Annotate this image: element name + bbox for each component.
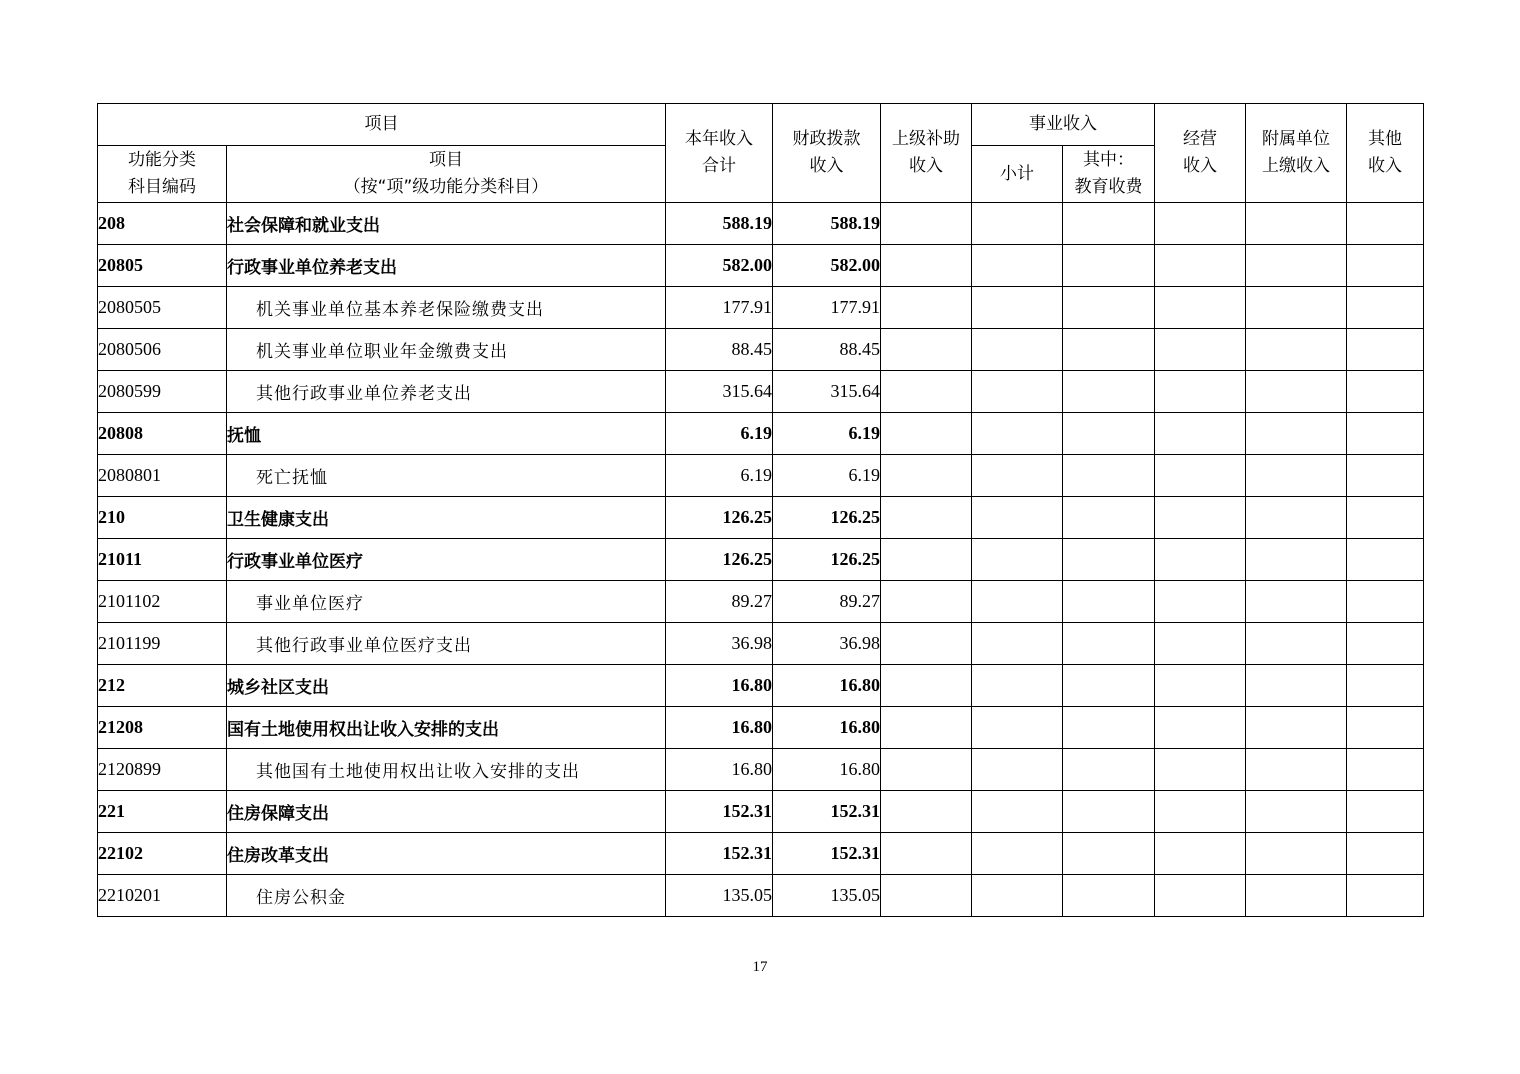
superior-subsidy-cell — [881, 581, 972, 623]
operating-income-cell — [1155, 581, 1246, 623]
fiscal-appropriation-cell: 88.45 — [773, 329, 881, 371]
header-superior-subsidy: 上级补助 收入 — [881, 104, 972, 203]
table-row — [98, 245, 1424, 287]
table-row — [98, 539, 1424, 581]
business-subtotal-cell — [972, 791, 1063, 833]
business-subtotal-cell — [972, 287, 1063, 329]
affiliated-income-cell — [1246, 875, 1347, 917]
business-subtotal-cell — [972, 203, 1063, 245]
total-income-cell: 177.91 — [666, 287, 773, 329]
fiscal-appropriation-cell: 135.05 — [773, 875, 881, 917]
other-income-cell — [1347, 707, 1424, 749]
item-name-cell: 其他国有土地使用权出让收入安排的支出 — [227, 749, 666, 791]
operating-income-cell — [1155, 875, 1246, 917]
superior-subsidy-cell — [881, 455, 972, 497]
superior-subsidy-cell — [881, 875, 972, 917]
header-total-income: 本年收入 合计 — [666, 104, 773, 203]
fiscal-appropriation-cell: 89.27 — [773, 581, 881, 623]
education-fee-cell — [1063, 665, 1155, 707]
education-fee-cell — [1063, 539, 1155, 581]
other-income-cell — [1347, 665, 1424, 707]
table-row — [98, 749, 1424, 791]
item-name-cell: 事业单位医疗 — [227, 581, 666, 623]
fiscal-appropriation-cell: 588.19 — [773, 203, 881, 245]
education-fee-cell — [1063, 623, 1155, 665]
fiscal-appropriation-cell: 152.31 — [773, 833, 881, 875]
education-fee-cell — [1063, 791, 1155, 833]
page-number: 17 — [752, 959, 768, 975]
table-row — [98, 203, 1424, 245]
fiscal-appropriation-cell: 152.31 — [773, 791, 881, 833]
item-name-cell: 卫生健康支出 — [227, 497, 666, 539]
item-name-cell: 行政事业单位养老支出 — [227, 245, 666, 287]
superior-subsidy-cell — [881, 665, 972, 707]
table-body — [98, 203, 1424, 917]
table-header — [98, 104, 1424, 203]
header-other-income: 其他 收入 — [1347, 104, 1424, 203]
education-fee-cell — [1063, 833, 1155, 875]
operating-income-cell — [1155, 245, 1246, 287]
item-name-cell: 城乡社区支出 — [227, 665, 666, 707]
item-name-cell: 住房改革支出 — [227, 833, 666, 875]
affiliated-income-cell — [1246, 539, 1347, 581]
header-fiscal-appropriation: 财政拨款 收入 — [773, 104, 881, 203]
fiscal-appropriation-cell: 16.80 — [773, 707, 881, 749]
table-row — [98, 833, 1424, 875]
business-subtotal-cell — [972, 581, 1063, 623]
total-income-cell: 152.31 — [666, 833, 773, 875]
other-income-cell — [1347, 791, 1424, 833]
business-subtotal-cell — [972, 329, 1063, 371]
superior-subsidy-cell — [881, 287, 972, 329]
table-row — [98, 665, 1424, 707]
function-code-cell: 2120899 — [98, 749, 227, 791]
education-fee-cell — [1063, 749, 1155, 791]
operating-income-cell — [1155, 791, 1246, 833]
header-business-income-group: 事业收入 — [972, 104, 1155, 146]
business-subtotal-cell — [972, 371, 1063, 413]
total-income-cell: 89.27 — [666, 581, 773, 623]
function-code-cell: 2101199 — [98, 623, 227, 665]
function-code-cell: 2080801 — [98, 455, 227, 497]
operating-income-cell — [1155, 623, 1246, 665]
operating-income-cell — [1155, 833, 1246, 875]
affiliated-income-cell — [1246, 791, 1347, 833]
other-income-cell — [1347, 287, 1424, 329]
affiliated-income-cell — [1246, 581, 1347, 623]
function-code-cell: 20808 — [98, 413, 227, 455]
other-income-cell — [1347, 329, 1424, 371]
table-row — [98, 455, 1424, 497]
operating-income-cell — [1155, 413, 1246, 455]
header-function-code: 功能分类 科目编码 — [98, 146, 227, 203]
affiliated-income-cell — [1246, 455, 1347, 497]
education-fee-cell — [1063, 287, 1155, 329]
header-item-name: 项目 （按“项”级功能分类科目） — [227, 146, 666, 203]
business-subtotal-cell — [972, 665, 1063, 707]
fiscal-appropriation-cell: 6.19 — [773, 455, 881, 497]
superior-subsidy-cell — [881, 833, 972, 875]
operating-income-cell — [1155, 539, 1246, 581]
superior-subsidy-cell — [881, 245, 972, 287]
affiliated-income-cell — [1246, 623, 1347, 665]
business-subtotal-cell — [972, 833, 1063, 875]
total-income-cell: 16.80 — [666, 707, 773, 749]
superior-subsidy-cell — [881, 791, 972, 833]
fiscal-appropriation-cell: 315.64 — [773, 371, 881, 413]
education-fee-cell — [1063, 413, 1155, 455]
item-name-cell: 机关事业单位职业年金缴费支出 — [227, 329, 666, 371]
superior-subsidy-cell — [881, 749, 972, 791]
item-name-cell: 机关事业单位基本养老保险缴费支出 — [227, 287, 666, 329]
operating-income-cell — [1155, 371, 1246, 413]
superior-subsidy-cell — [881, 203, 972, 245]
education-fee-cell — [1063, 203, 1155, 245]
income-budget-table — [97, 103, 1424, 917]
education-fee-cell — [1063, 497, 1155, 539]
superior-subsidy-cell — [881, 371, 972, 413]
table-row — [98, 623, 1424, 665]
other-income-cell — [1347, 497, 1424, 539]
table-row — [98, 497, 1424, 539]
business-subtotal-cell — [972, 245, 1063, 287]
other-income-cell — [1347, 875, 1424, 917]
affiliated-income-cell — [1246, 203, 1347, 245]
other-income-cell — [1347, 203, 1424, 245]
item-name-cell: 行政事业单位医疗 — [227, 539, 666, 581]
total-income-cell: 6.19 — [666, 413, 773, 455]
function-code-cell: 208 — [98, 203, 227, 245]
operating-income-cell — [1155, 455, 1246, 497]
operating-income-cell — [1155, 707, 1246, 749]
other-income-cell — [1347, 749, 1424, 791]
other-income-cell — [1347, 371, 1424, 413]
education-fee-cell — [1063, 875, 1155, 917]
total-income-cell: 315.64 — [666, 371, 773, 413]
function-code-cell: 212 — [98, 665, 227, 707]
item-name-cell: 住房公积金 — [227, 875, 666, 917]
header-item-group: 项目 — [98, 104, 666, 146]
other-income-cell — [1347, 539, 1424, 581]
total-income-cell: 126.25 — [666, 539, 773, 581]
other-income-cell — [1347, 413, 1424, 455]
affiliated-income-cell — [1246, 287, 1347, 329]
business-subtotal-cell — [972, 623, 1063, 665]
header-education-fee: 其中： 教育收费 — [1063, 146, 1155, 203]
function-code-cell: 210 — [98, 497, 227, 539]
superior-subsidy-cell — [881, 497, 972, 539]
item-name-cell: 其他行政事业单位养老支出 — [227, 371, 666, 413]
education-fee-cell — [1063, 707, 1155, 749]
education-fee-cell — [1063, 245, 1155, 287]
fiscal-appropriation-cell: 6.19 — [773, 413, 881, 455]
fiscal-appropriation-cell: 126.25 — [773, 539, 881, 581]
item-name-cell: 其他行政事业单位医疗支出 — [227, 623, 666, 665]
table-row — [98, 581, 1424, 623]
affiliated-income-cell — [1246, 413, 1347, 455]
function-code-cell: 21011 — [98, 539, 227, 581]
item-name-cell: 抚恤 — [227, 413, 666, 455]
other-income-cell — [1347, 833, 1424, 875]
affiliated-income-cell — [1246, 245, 1347, 287]
superior-subsidy-cell — [881, 707, 972, 749]
other-income-cell — [1347, 623, 1424, 665]
table-row — [98, 287, 1424, 329]
affiliated-income-cell — [1246, 707, 1347, 749]
business-subtotal-cell — [972, 455, 1063, 497]
business-subtotal-cell — [972, 539, 1063, 581]
business-subtotal-cell — [972, 749, 1063, 791]
total-income-cell: 582.00 — [666, 245, 773, 287]
operating-income-cell — [1155, 749, 1246, 791]
business-subtotal-cell — [972, 875, 1063, 917]
function-code-cell: 2080599 — [98, 371, 227, 413]
total-income-cell: 126.25 — [666, 497, 773, 539]
item-name-cell: 死亡抚恤 — [227, 455, 666, 497]
function-code-cell: 2080506 — [98, 329, 227, 371]
function-code-cell: 20805 — [98, 245, 227, 287]
fiscal-appropriation-cell: 582.00 — [773, 245, 881, 287]
other-income-cell — [1347, 245, 1424, 287]
function-code-cell: 221 — [98, 791, 227, 833]
fiscal-appropriation-cell: 16.80 — [773, 665, 881, 707]
total-income-cell: 6.19 — [666, 455, 773, 497]
table-row — [98, 875, 1424, 917]
superior-subsidy-cell — [881, 623, 972, 665]
affiliated-income-cell — [1246, 497, 1347, 539]
total-income-cell: 88.45 — [666, 329, 773, 371]
item-name-cell: 社会保障和就业支出 — [227, 203, 666, 245]
item-name-cell: 国有土地使用权出让收入安排的支出 — [227, 707, 666, 749]
education-fee-cell — [1063, 371, 1155, 413]
operating-income-cell — [1155, 329, 1246, 371]
function-code-cell: 2210201 — [98, 875, 227, 917]
operating-income-cell — [1155, 665, 1246, 707]
total-income-cell: 16.80 — [666, 749, 773, 791]
total-income-cell: 36.98 — [666, 623, 773, 665]
affiliated-income-cell — [1246, 371, 1347, 413]
superior-subsidy-cell — [881, 329, 972, 371]
other-income-cell — [1347, 455, 1424, 497]
item-name-cell: 住房保障支出 — [227, 791, 666, 833]
education-fee-cell — [1063, 455, 1155, 497]
total-income-cell: 16.80 — [666, 665, 773, 707]
business-subtotal-cell — [972, 413, 1063, 455]
other-income-cell — [1347, 581, 1424, 623]
fiscal-appropriation-cell: 126.25 — [773, 497, 881, 539]
function-code-cell: 21208 — [98, 707, 227, 749]
header-subtotal: 小计 — [972, 146, 1063, 203]
superior-subsidy-cell — [881, 413, 972, 455]
affiliated-income-cell — [1246, 665, 1347, 707]
education-fee-cell — [1063, 581, 1155, 623]
function-code-cell: 2101102 — [98, 581, 227, 623]
table-row — [98, 371, 1424, 413]
affiliated-income-cell — [1246, 833, 1347, 875]
table-row — [98, 707, 1424, 749]
superior-subsidy-cell — [881, 539, 972, 581]
fiscal-appropriation-cell: 16.80 — [773, 749, 881, 791]
fiscal-appropriation-cell: 177.91 — [773, 287, 881, 329]
total-income-cell: 588.19 — [666, 203, 773, 245]
business-subtotal-cell — [972, 707, 1063, 749]
operating-income-cell — [1155, 203, 1246, 245]
total-income-cell: 135.05 — [666, 875, 773, 917]
operating-income-cell — [1155, 497, 1246, 539]
business-subtotal-cell — [972, 497, 1063, 539]
table-row — [98, 791, 1424, 833]
total-income-cell: 152.31 — [666, 791, 773, 833]
affiliated-income-cell — [1246, 749, 1347, 791]
fiscal-appropriation-cell: 36.98 — [773, 623, 881, 665]
affiliated-income-cell — [1246, 329, 1347, 371]
header-affiliated-income: 附属单位 上缴收入 — [1246, 104, 1347, 203]
table-row — [98, 329, 1424, 371]
operating-income-cell — [1155, 287, 1246, 329]
table-row — [98, 413, 1424, 455]
education-fee-cell — [1063, 329, 1155, 371]
header-operating-income: 经营 收入 — [1155, 104, 1246, 203]
function-code-cell: 2080505 — [98, 287, 227, 329]
function-code-cell: 22102 — [98, 833, 227, 875]
